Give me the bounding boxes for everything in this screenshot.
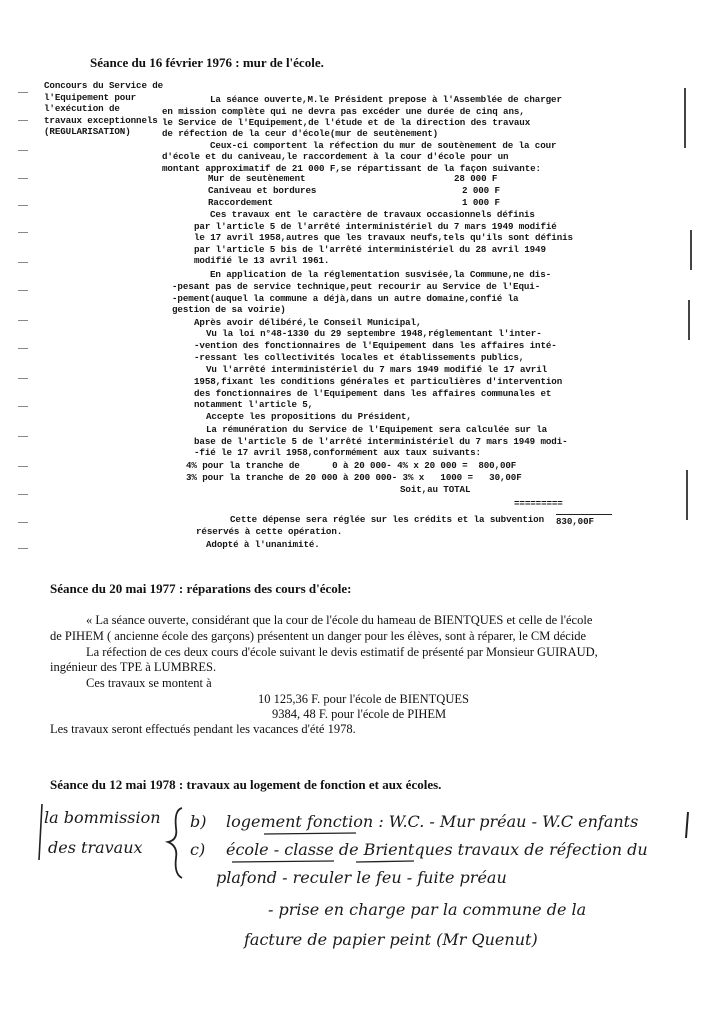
typed-margin-line: Concours du Service de [44, 80, 164, 91]
typed-margin-line: l'Equipement pour [44, 91, 137, 103]
typed-line: notamment l'article 5, [194, 399, 314, 410]
typed-line: Ceux-ci comportent la réfection du mur de soutènement de la cour [210, 140, 557, 151]
typed-line: Accepte les propositions du Président, [206, 411, 412, 422]
typed-line: base de l'article 5 de l'arrêté interministériel du 7 mars 1949 modi- [194, 436, 568, 447]
typed-line: en mission complète qui ne devra pas excéder une durée de cinq ans, [162, 106, 525, 117]
heading-1978: Séance du 12 mai 1978 : travaux au logement de fonction et aux écoles. [50, 777, 442, 792]
handwritten-label-b: b) [190, 812, 207, 831]
typed-line: 4% pour la tranche de 0 à 20 000- 4% x 20 000 = 800,00F [186, 460, 517, 471]
typed-line: La séance ouverte,M.le Président prepose à l'Assemblée de charger [210, 94, 562, 105]
margin-tick [18, 150, 28, 151]
typed-line: Cette dépense sera réglée sur les crédits et la subvention [230, 514, 544, 525]
typed-line: Soit,au TOTAL [400, 484, 471, 495]
margin-tick [18, 548, 28, 549]
handwritten-margin-2: des travaux [48, 838, 143, 857]
typed-total: 830,00F [556, 516, 594, 527]
scan-edge-mark [690, 230, 692, 270]
margin-tick [18, 436, 28, 437]
typed-margin-line: l'exécution de [44, 103, 120, 115]
margin-tick [18, 232, 28, 233]
scan-edge-mark [686, 470, 688, 520]
scan-edge-mark [688, 300, 690, 340]
amount-caniveau: 2 000 F [462, 185, 500, 196]
margin-tick [18, 205, 28, 206]
typed-margin-line: travaux exceptionnels [44, 114, 158, 126]
total-underline [556, 514, 612, 515]
typed-line: -ressant les collectivités locales et établissements publics, [194, 352, 525, 363]
typed-line: de réfection de la ceur d'école(mur de seutènement) [162, 128, 439, 139]
typed-margin-line: (REGULARISATION) [44, 126, 131, 138]
handwritten-label-c: c) [190, 840, 206, 859]
handwritten-line-c4: facture de papier peint (Mr Quenut) [244, 930, 538, 949]
para-line: ingénieur des TPE à LUMBRES. [50, 660, 217, 674]
margin-tick [18, 466, 28, 467]
typed-line: 3% pour la tranche de 20 000 à 200 000- 3% x 1000 = 30,00F [186, 472, 522, 483]
typed-line: -pesant pas de service technique,peut recourir au Service de l'Equi- [172, 281, 541, 292]
typed-line: des fonctionnaires de l'Equipement dans les affaires communales et [194, 388, 552, 399]
para-line: Ces travaux se montent à [86, 676, 212, 690]
typed-line: le Service de l'Equipement,de l'étude et de la direction des travaux [162, 117, 531, 128]
margin-tick [18, 320, 28, 321]
heading-1977: Séance du 20 mai 1977 : réparations des cours d'école: [50, 581, 352, 596]
typed-line: Ces travaux ent le caractère de travaux occasionnels définis [210, 209, 535, 220]
typed-line: -fié le 17 avril 1958,conformément aux taux suivants: [194, 447, 481, 458]
typed-line: Après avoir délibéré,le Conseil Municipal, [194, 317, 422, 328]
margin-tick [18, 522, 28, 523]
margin-tick [18, 262, 28, 263]
handwritten-line-c: école - classe de Brientques travaux de réfection du [226, 840, 648, 859]
heading-1976: Séance du 16 février 1976 : mur de l'école. [90, 55, 324, 70]
amount-pihem: 9384, 48 F. pour l'école de PIHEM [272, 707, 447, 721]
typed-line: En application de la réglementation susvisée,la Commune,ne dis- [210, 269, 552, 280]
para-line: de PIHEM ( ancienne école des garçons) présentent un danger pour les élèves, sont à réparer, le CM décide [50, 629, 587, 643]
typed-line: Caniveau et bordures [208, 185, 317, 196]
typed-line: montant approximatif de 21 000 F,se répartissant de la façon suivante: [162, 163, 541, 174]
margin-tick [18, 406, 28, 407]
margin-tick [18, 494, 28, 495]
para-line: Les travaux seront effectués pendant les vacances d'été 1978. [50, 722, 356, 736]
handwritten-margin-1: la bommission [44, 808, 161, 827]
typed-line: par l'article 5 bis de l'arrêté interministériel du 28 avril 1949 [194, 244, 546, 255]
typed-line: Mur de seutènement [208, 173, 306, 184]
typed-line: -vention des fonctionnaires de l'Equipement dans les affaires inté- [194, 340, 557, 351]
margin-tick [18, 290, 28, 291]
typed-line: gestion de sa voirie) [172, 304, 286, 315]
typed-line: modifié le 13 avril 1961. [194, 255, 330, 266]
typed-line: le 17 avril 1958,autres que les travaux neufs,tels qu'ils sont définis [194, 232, 573, 243]
para-line: « La séance ouverte, considérant que la cour de l'école du hameau de BIENTQUES et celle de l'école [86, 613, 593, 627]
scan-edge-mark [684, 88, 686, 148]
typed-line: Raccordement [208, 197, 273, 208]
handwritten-line-c3: - prise en charge par la commune de la [268, 900, 587, 919]
margin-tick [18, 120, 28, 121]
handwritten-line-c2: plafond - reculer le feu - fuite préau [216, 868, 507, 887]
typed-line: ========= [514, 498, 563, 509]
para-line: La réfection de ces deux cours d'école suivant le devis estimatif de présenté par Monsieur GUIRAUD, [86, 645, 598, 659]
margin-tick [18, 178, 28, 179]
handwritten-line-b: logement fonction : W.C. - Mur préau - W.C enfants [226, 812, 639, 831]
typed-line: Adopté à l'unanimité. [206, 539, 320, 550]
typed-line: 1958,fixant les conditions générales et particulières d'intervention [194, 376, 563, 387]
typed-line: d'école et du caniveau,le raccordement à la cour d'école pour un [162, 151, 509, 162]
amount-mur: 28 000 F [454, 173, 498, 184]
amount-bientques: 10 125,36 F. pour l'école de BIENTQUES [258, 692, 469, 706]
margin-tick [18, 378, 28, 379]
margin-tick [18, 92, 28, 93]
typed-line: -pement(auquel la commune a déjà,dans un autre domaine,confié la [172, 293, 519, 304]
typewritten-document [44, 80, 704, 580]
typed-line: réservés à cette opération. [196, 526, 343, 537]
typed-line: Vu la loi n°48-1330 du 29 septembre 1948,réglementant l'inter- [206, 328, 542, 339]
typed-line: Vu l'arrêté interministériel du 7 mars 1949 modifié le 17 avril [206, 364, 548, 375]
typed-line: par l'article 5 de l'arrêté interministériel du 7 mars 1949 modifié [194, 221, 557, 232]
margin-tick [18, 348, 28, 349]
typed-line: La rémunération du Service de l'Equipement sera calculée sur la [206, 424, 548, 435]
amount-raccordement: 1 000 F [462, 197, 500, 208]
